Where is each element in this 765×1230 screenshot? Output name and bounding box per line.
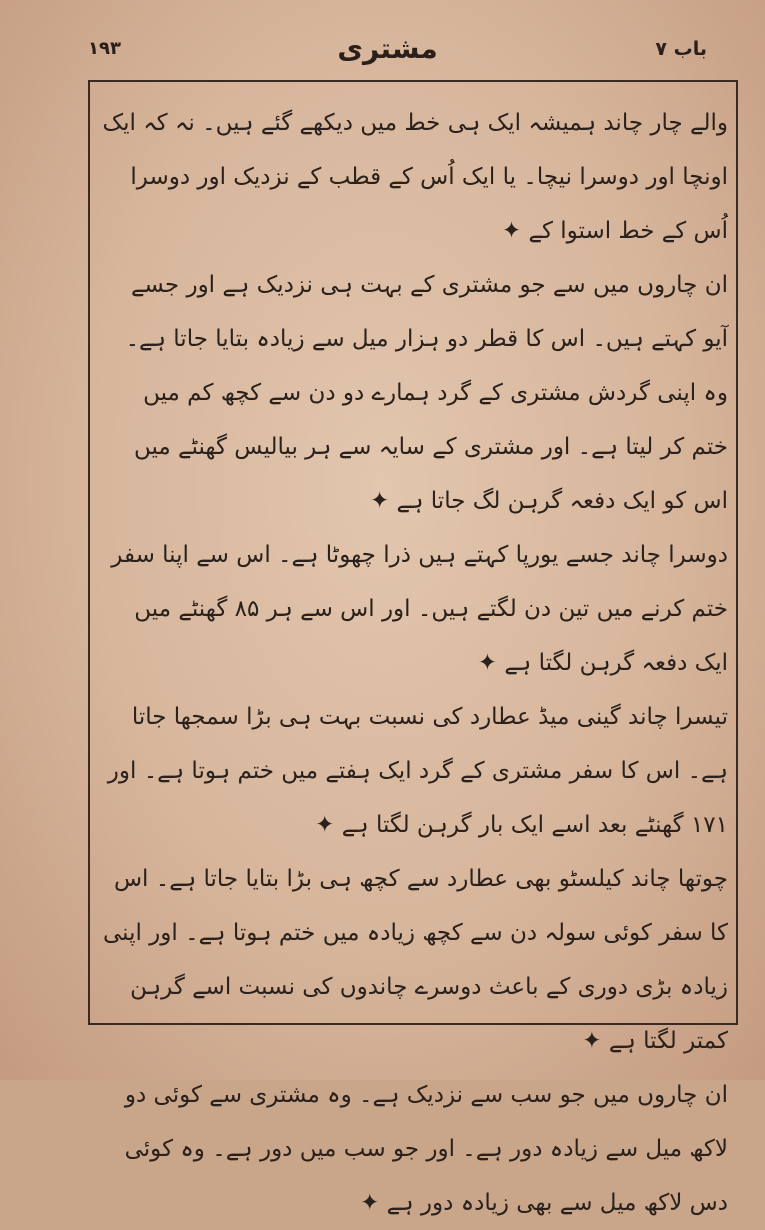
paragraph-2: ان چاروں میں سے جو مشتری کے بہت ہی نزدیک ہے اور جسے آیو کہتے ہیں۔ اس کا قطر دو ہزار میل سے زیادہ بتایا جاتا ہے۔ وہ اپنی گردش مشتری کے گرد ہمارے دو دن سے کچھ کم میں ختم کر لیتا ہے۔ اور مشتری کے سایہ سے ہر بیالیس گھنٹے میں اس کو ایک دفعہ گرہن لگ جاتا ہے ✦ (125, 272, 728, 514)
running-title: مشتری (337, 32, 438, 65)
paragraph-5: چوتھا چاند کیلسٹو بھی عطارد سے کچھ ہی بڑا بتایا جاتا ہے۔ اس کا سفر کوئی سولہ دن سے کچھ زیادہ میں ختم ہوتا ہے۔ اور اپنی زیادہ بڑی دوری کے باعث دوسرے چاندوں کی نسبت اسے گرہن کمتر لگتا ہے ✦ (102, 866, 728, 1054)
paragraph-1: والے چار چاند ہمیشہ ایک ہی خط میں دیکھے گئے ہیں۔ نہ کہ ایک اونچا اور دوسرا نیچا۔ یا ایک اُس کے قطب کے نزدیک اور دوسرا اُس کے خط استوا کے ✦ (102, 110, 728, 244)
paragraph-4: تیسرا چاند گینی میڈ عطارد کی نسبت بہت ہی بڑا سمجھا جاتا ہے۔ اس کا سفر مشتری کے گرد ایک ہفتے میں ختم ہوتا ہے۔ اور ۱۷۱ گھنٹے بعد اسے ایک بار گرہن لگتا ہے ✦ (107, 704, 728, 838)
paragraph-6: ان چاروں میں جو سب سے نزدیک ہے۔ وہ مشتری سے کوئی دو لاکھ میل سے زیادہ دور ہے۔ اور جو سب میں دور ہے۔ وہ کوئی دس لاکھ میل سے بھی زیادہ دور ہے ✦ (124, 1082, 728, 1216)
page-header (60, 30, 715, 80)
paragraph-3: دوسرا چاند جسے یورپا کہتے ہیں ذرا چھوٹا ہے۔ اس سے اپنا سفر ختم کرنے میں تین دن لگتے ہیں۔ اور اس سے ہر ۸۵ گھنٹے میں ایک دفعہ گرہن لگتا ہے ✦ (111, 542, 728, 676)
chapter-label: باب ۷ (655, 38, 707, 60)
page-number: ۱۹۳ (88, 38, 121, 59)
body-text (100, 96, 728, 1230)
